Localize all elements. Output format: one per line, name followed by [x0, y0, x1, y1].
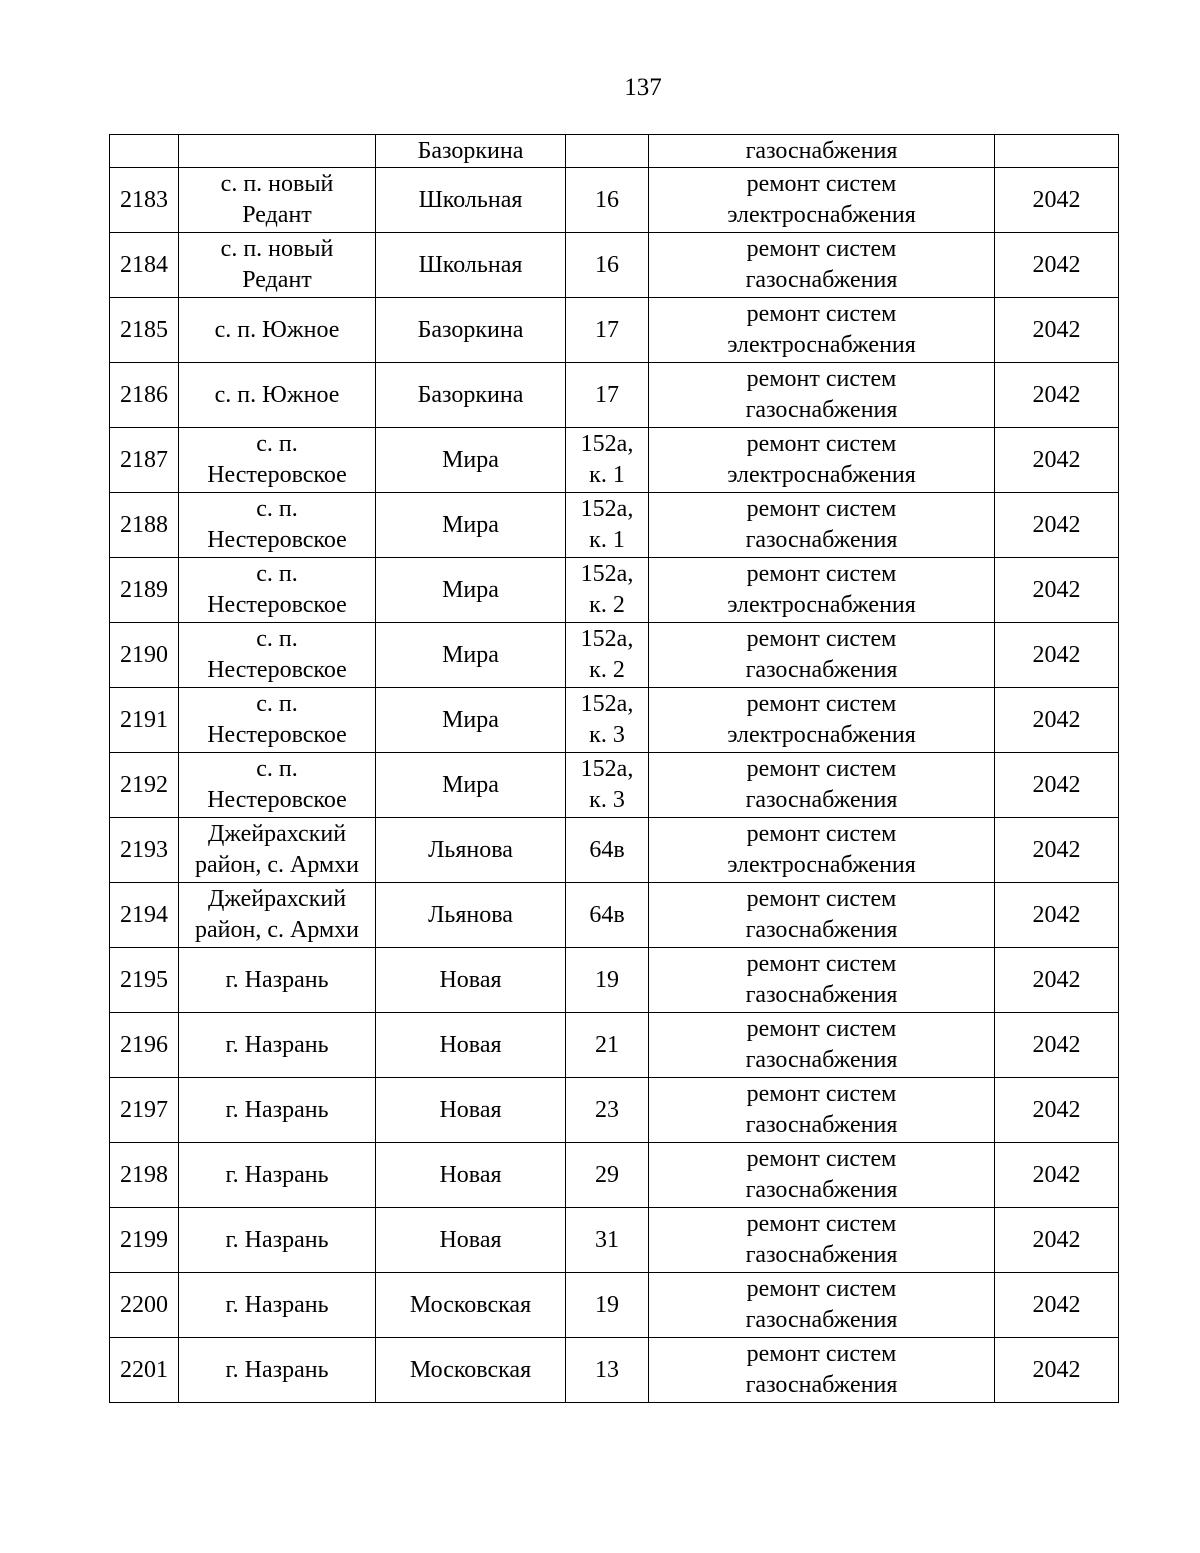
cell-number: 2200	[110, 1273, 179, 1338]
cell-work-type-line: газоснабжения	[745, 982, 898, 1008]
cell-number: 2184	[110, 233, 179, 298]
cell-locality	[179, 558, 376, 623]
cell-work-type-line: ремонт систем	[746, 691, 897, 717]
cell-year: 2042	[995, 948, 1119, 1013]
cell-work-type	[649, 1143, 995, 1208]
cell-house-line: 152а,	[580, 691, 634, 717]
cell-locality	[179, 1338, 376, 1403]
cell-locality	[179, 298, 376, 363]
cell-number: 2195	[110, 948, 179, 1013]
cell-year: 2042	[995, 1208, 1119, 1273]
cell-house	[566, 298, 649, 363]
cell-street: Школьная	[376, 168, 566, 233]
table-row	[110, 298, 1119, 363]
cell-house	[566, 1338, 649, 1403]
cell-house	[566, 558, 649, 623]
cell-street: Московская	[376, 1273, 566, 1338]
cell-house	[566, 168, 649, 233]
cell-locality	[179, 1013, 376, 1078]
cell-locality	[179, 1208, 376, 1273]
cell-year: 2042	[995, 1338, 1119, 1403]
cell-work-type-line: электроснабжения	[727, 332, 916, 358]
cell-year: 2042	[995, 818, 1119, 883]
cell-locality-line: Редант	[242, 267, 312, 293]
cell-year: 2042	[995, 1013, 1119, 1078]
cell-house	[566, 1273, 649, 1338]
cell-locality	[179, 623, 376, 688]
cell-number: 2201	[110, 1338, 179, 1403]
cell-house-line: 152а,	[580, 431, 634, 457]
cell-locality	[179, 818, 376, 883]
cell-work-type	[649, 948, 995, 1013]
cell-house-line: 17	[595, 381, 619, 408]
cell-number: 2193	[110, 818, 179, 883]
cell-number: 2185	[110, 298, 179, 363]
cell-work-type-line: газоснабжения	[745, 267, 898, 293]
cell-work-type-line: ремонт систем	[746, 301, 897, 327]
cell-locality	[179, 688, 376, 753]
cell-work-type-line: ремонт систем	[746, 1276, 897, 1302]
cell-year: 2042	[995, 233, 1119, 298]
cell-work-type-line: газоснабжения	[745, 917, 898, 943]
cell-work-type	[649, 558, 995, 623]
cell-locality-line: с. п. Южное	[214, 381, 340, 408]
cell-work-type-line: ремонт систем	[746, 1211, 897, 1237]
cell-work-type: газоснабжения	[649, 135, 995, 168]
cell-house	[566, 135, 649, 168]
cell-number: 2187	[110, 428, 179, 493]
cell-locality-line: Джейрахский	[207, 886, 347, 912]
cell-locality	[179, 883, 376, 948]
cell-house-line: 152а,	[580, 496, 634, 522]
cell-year: 2042	[995, 1078, 1119, 1143]
cell-locality-line: Нестеровское	[207, 592, 347, 618]
cell-year: 2042	[995, 168, 1119, 233]
cell-number: 2194	[110, 883, 179, 948]
cell-work-type-line: газоснабжения	[745, 397, 898, 423]
cell-number: 2188	[110, 493, 179, 558]
cell-number: 2199	[110, 1208, 179, 1273]
cell-year: 2042	[995, 1143, 1119, 1208]
cell-locality	[179, 168, 376, 233]
cell-year: 2042	[995, 623, 1119, 688]
table-row	[110, 623, 1119, 688]
cell-number: 2183	[110, 168, 179, 233]
cell-number: 2189	[110, 558, 179, 623]
cell-street: Мира	[376, 428, 566, 493]
cell-house-line: 16	[595, 251, 619, 278]
cell-street: Школьная	[376, 233, 566, 298]
cell-number: 2198	[110, 1143, 179, 1208]
cell-street: Базоркина	[376, 363, 566, 428]
cell-locality	[179, 493, 376, 558]
cell-locality-line: г. Назрань	[225, 966, 329, 993]
cell-locality-line: с. п.	[256, 691, 298, 717]
cell-work-type	[649, 1338, 995, 1403]
cell-work-type-line: газоснабжения	[745, 1047, 898, 1073]
cell-number: 2186	[110, 363, 179, 428]
cell-street: Льянова	[376, 818, 566, 883]
cell-house	[566, 753, 649, 818]
cell-house-line: к. 1	[589, 462, 625, 488]
cell-work-type-line: газоснабжения	[745, 1177, 898, 1203]
cell-work-type-line: газоснабжения	[745, 527, 898, 553]
table-body	[110, 135, 1119, 1403]
cell-locality	[179, 428, 376, 493]
cell-house	[566, 818, 649, 883]
cell-house	[566, 1208, 649, 1273]
cell-work-type	[649, 818, 995, 883]
cell-house	[566, 1078, 649, 1143]
cell-house-line: 16	[595, 186, 619, 213]
cell-house-line: 29	[595, 1161, 619, 1188]
cell-street: Новая	[376, 1013, 566, 1078]
cell-locality-line: район, с. Армхи	[195, 917, 359, 943]
table-row	[110, 1013, 1119, 1078]
cell-work-type-line: ремонт систем	[746, 561, 897, 587]
table-row	[110, 1078, 1119, 1143]
cell-locality-line: с. п.	[256, 561, 298, 587]
cell-house-line: 13	[595, 1356, 619, 1383]
cell-work-type	[649, 233, 995, 298]
cell-locality	[179, 233, 376, 298]
table-row	[110, 1208, 1119, 1273]
cell-work-type-line: электроснабжения	[727, 592, 916, 618]
cell-locality-line: Нестеровское	[207, 722, 347, 748]
cell-work-type	[649, 428, 995, 493]
cell-house-line: 17	[595, 316, 619, 343]
cell-work-type-line: ремонт систем	[746, 171, 897, 197]
cell-locality	[179, 948, 376, 1013]
cell-street: Новая	[376, 1143, 566, 1208]
page-number: 137	[624, 74, 662, 101]
cell-work-type-line: ремонт систем	[746, 1146, 897, 1172]
cell-street: Базоркина	[376, 298, 566, 363]
cell-work-type-line: газоснабжения	[745, 1242, 898, 1268]
cell-work-type-line: ремонт систем	[746, 431, 897, 457]
cell-house-line: 64в	[589, 836, 625, 863]
table-row	[110, 753, 1119, 818]
table-row	[110, 233, 1119, 298]
cell-work-type-line: ремонт систем	[746, 756, 897, 782]
cell-house	[566, 233, 649, 298]
table-row	[110, 1143, 1119, 1208]
cell-work-type-line: ремонт систем	[746, 821, 897, 847]
cell-house-line: 31	[595, 1226, 619, 1253]
table-row	[110, 558, 1119, 623]
cell-number: 2196	[110, 1013, 179, 1078]
cell-street: Новая	[376, 948, 566, 1013]
cell-work-type-line: электроснабжения	[727, 852, 916, 878]
cell-work-type-line: ремонт систем	[746, 366, 897, 392]
cell-locality-line: г. Назрань	[225, 1031, 329, 1058]
cell-number	[110, 135, 179, 168]
cell-work-type	[649, 363, 995, 428]
cell-work-type	[649, 1208, 995, 1273]
cell-work-type	[649, 623, 995, 688]
cell-locality-line: с. п.	[256, 431, 298, 457]
cell-locality-line: г. Назрань	[225, 1096, 329, 1123]
cell-year: 2042	[995, 493, 1119, 558]
cell-locality-line: с. п. новый	[220, 236, 334, 262]
cell-work-type	[649, 168, 995, 233]
cell-house-line: 23	[595, 1096, 619, 1123]
cell-work-type-line: электроснабжения	[727, 722, 916, 748]
cell-locality-line: Нестеровское	[207, 527, 347, 553]
cell-year	[995, 135, 1119, 168]
cell-work-type-line: электроснабжения	[727, 202, 916, 228]
table-row	[110, 688, 1119, 753]
cell-work-type-line: ремонт систем	[746, 886, 897, 912]
cell-work-type-line: ремонт систем	[746, 236, 897, 262]
cell-locality	[179, 135, 376, 168]
cell-street: Мира	[376, 558, 566, 623]
cell-work-type	[649, 298, 995, 363]
cell-work-type-line: ремонт систем	[746, 951, 897, 977]
cell-house-line: 152а,	[580, 626, 634, 652]
cell-locality-line: с. п.	[256, 756, 298, 782]
table-row	[110, 493, 1119, 558]
cell-locality	[179, 1078, 376, 1143]
cell-locality-line: г. Назрань	[225, 1161, 329, 1188]
cell-year: 2042	[995, 558, 1119, 623]
cell-house-line: к. 3	[589, 787, 625, 813]
cell-house	[566, 688, 649, 753]
cell-house-line: 19	[595, 1291, 619, 1318]
cell-house	[566, 1013, 649, 1078]
cell-locality-line: с. п.	[256, 626, 298, 652]
cell-work-type-line: газоснабжения	[745, 787, 898, 813]
cell-work-type-line: газоснабжения	[745, 657, 898, 683]
cell-locality-line: Редант	[242, 202, 312, 228]
cell-house	[566, 623, 649, 688]
cell-work-type-line: газоснабжения	[745, 1307, 898, 1333]
cell-locality-line: Нестеровское	[207, 462, 347, 488]
continuation-row	[110, 135, 1119, 168]
cell-work-type	[649, 1273, 995, 1338]
cell-locality-line: с. п. новый	[220, 171, 334, 197]
table-row	[110, 168, 1119, 233]
cell-year: 2042	[995, 883, 1119, 948]
cell-year: 2042	[995, 753, 1119, 818]
cell-street: Мира	[376, 493, 566, 558]
cell-year: 2042	[995, 298, 1119, 363]
cell-locality-line: Джейрахский	[207, 821, 347, 847]
cell-house-line: к. 2	[589, 657, 625, 683]
cell-street: Льянова	[376, 883, 566, 948]
cell-street: Новая	[376, 1078, 566, 1143]
table-row	[110, 1338, 1119, 1403]
cell-house	[566, 493, 649, 558]
cell-street: Московская	[376, 1338, 566, 1403]
table-row	[110, 428, 1119, 493]
cell-house-line: 21	[595, 1031, 619, 1058]
cell-work-type	[649, 1078, 995, 1143]
cell-street: Мира	[376, 623, 566, 688]
cell-locality-line: Нестеровское	[207, 657, 347, 683]
cell-work-type-line: ремонт систем	[746, 1081, 897, 1107]
cell-work-type	[649, 688, 995, 753]
cell-work-type-line: ремонт систем	[746, 1341, 897, 1367]
cell-locality-line: район, с. Армхи	[195, 852, 359, 878]
cell-locality	[179, 1143, 376, 1208]
cell-year: 2042	[995, 428, 1119, 493]
repair-schedule-table-wrapper	[109, 134, 1119, 1403]
table-row	[110, 883, 1119, 948]
cell-work-type-line: электроснабжения	[727, 462, 916, 488]
cell-locality-line: с. п.	[256, 496, 298, 522]
cell-house-line: 152а,	[580, 756, 634, 782]
table-row	[110, 818, 1119, 883]
cell-street: Новая	[376, 1208, 566, 1273]
cell-work-type	[649, 1013, 995, 1078]
cell-house	[566, 948, 649, 1013]
table-row	[110, 1273, 1119, 1338]
cell-work-type-line: газоснабжения	[745, 1372, 898, 1398]
cell-house-line: 19	[595, 966, 619, 993]
repair-schedule-table	[109, 134, 1119, 1403]
cell-work-type-line: газоснабжения	[745, 1112, 898, 1138]
cell-house-line: 152а,	[580, 561, 634, 587]
cell-locality	[179, 363, 376, 428]
cell-house-line: к. 3	[589, 722, 625, 748]
cell-work-type-line: ремонт систем	[746, 496, 897, 522]
cell-year: 2042	[995, 1273, 1119, 1338]
cell-locality-line: г. Назрань	[225, 1291, 329, 1318]
cell-house-line: 64в	[589, 901, 625, 928]
cell-work-type-line: ремонт систем	[746, 626, 897, 652]
cell-locality	[179, 1273, 376, 1338]
cell-year: 2042	[995, 363, 1119, 428]
cell-house	[566, 1143, 649, 1208]
cell-number: 2197	[110, 1078, 179, 1143]
cell-work-type	[649, 883, 995, 948]
cell-house-line: к. 2	[589, 592, 625, 618]
cell-work-type	[649, 493, 995, 558]
cell-house	[566, 883, 649, 948]
cell-locality-line: г. Назрань	[225, 1226, 329, 1253]
cell-locality-line: Нестеровское	[207, 787, 347, 813]
cell-house	[566, 428, 649, 493]
cell-work-type	[649, 753, 995, 818]
cell-locality	[179, 753, 376, 818]
table-row	[110, 948, 1119, 1013]
cell-year: 2042	[995, 688, 1119, 753]
cell-locality-line: с. п. Южное	[214, 316, 340, 343]
cell-number: 2191	[110, 688, 179, 753]
cell-street: Базоркина	[376, 135, 566, 168]
cell-house	[566, 363, 649, 428]
cell-work-type-line: ремонт систем	[746, 1016, 897, 1042]
cell-house-line: к. 1	[589, 527, 625, 553]
cell-locality-line: г. Назрань	[225, 1356, 329, 1383]
cell-street: Мира	[376, 753, 566, 818]
cell-number: 2192	[110, 753, 179, 818]
cell-number: 2190	[110, 623, 179, 688]
table-row	[110, 363, 1119, 428]
cell-street: Мира	[376, 688, 566, 753]
